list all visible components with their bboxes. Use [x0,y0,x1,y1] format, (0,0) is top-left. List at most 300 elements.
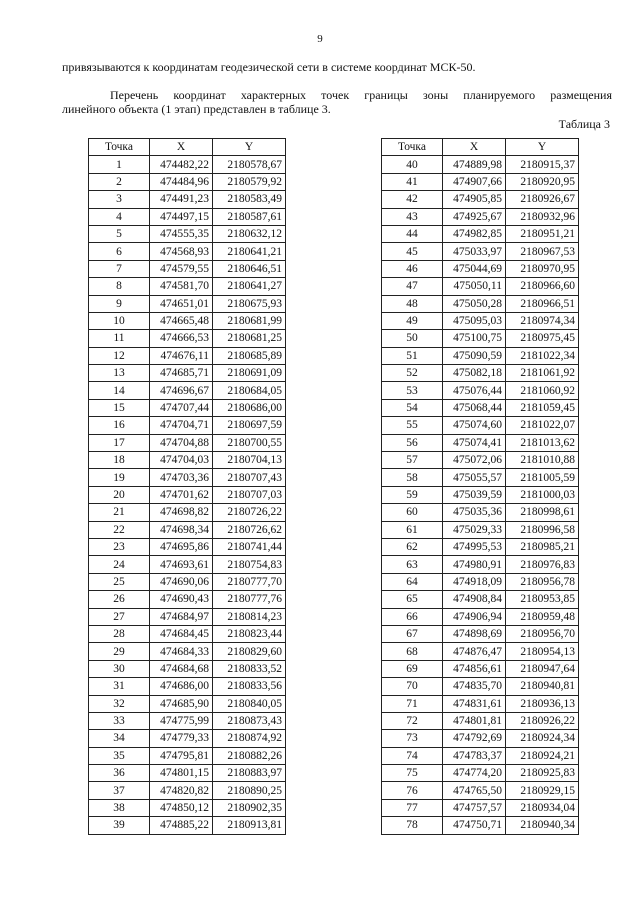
y-coordinate-cell: 2180966,51 [506,295,579,312]
point-number-cell: 17 [89,434,150,451]
point-number-cell: 10 [89,312,150,329]
table-row [89,538,286,555]
x-coordinate-cell: 474695,86 [150,538,213,555]
y-coordinate-cell: 2180777,76 [213,591,286,608]
x-coordinate-cell: 474703,36 [150,469,213,486]
table-row [89,678,286,695]
x-coordinate-cell: 475072,06 [443,452,506,469]
x-coordinate-cell: 475090,59 [443,347,506,364]
table-row [89,625,286,642]
x-coordinate-cell: 474801,15 [150,765,213,782]
x-coordinate-cell: 474651,01 [150,295,213,312]
point-number-cell: 26 [89,591,150,608]
table-row [89,799,286,816]
table-row [89,365,286,382]
table-row [89,191,286,208]
x-coordinate-cell: 475035,36 [443,504,506,521]
point-number-cell: 7 [89,260,150,277]
x-coordinate-cell: 474484,96 [150,173,213,190]
point-number-cell: 14 [89,382,150,399]
point-number-cell: 13 [89,365,150,382]
table-row [382,365,579,382]
point-number-cell: 56 [382,434,443,451]
x-coordinate-cell: 474696,67 [150,382,213,399]
table-row [382,591,579,608]
table-row [382,782,579,799]
x-coordinate-cell: 474685,90 [150,695,213,712]
point-number-cell: 19 [89,469,150,486]
table-row [89,347,286,364]
point-number-cell: 50 [382,330,443,347]
x-coordinate-cell: 475068,44 [443,399,506,416]
table-row [89,695,286,712]
point-number-cell: 49 [382,312,443,329]
point-number-cell: 53 [382,382,443,399]
table-row [89,608,286,625]
y-coordinate-cell: 2180920,95 [506,173,579,190]
y-coordinate-cell: 2180970,95 [506,260,579,277]
table-row [382,538,579,555]
point-number-cell: 41 [382,173,443,190]
table-row [89,469,286,486]
table-body-right [382,156,579,834]
point-number-cell: 36 [89,765,150,782]
x-coordinate-cell: 474704,71 [150,417,213,434]
y-coordinate-cell: 2180874,92 [213,730,286,747]
point-number-cell: 74 [382,747,443,764]
x-coordinate-cell: 474690,43 [150,591,213,608]
x-coordinate-cell: 474497,15 [150,208,213,225]
table-row [382,643,579,660]
point-number-cell: 32 [89,695,150,712]
table-row [382,486,579,503]
x-coordinate-cell: 474693,61 [150,556,213,573]
x-coordinate-cell: 474925,67 [443,208,506,225]
table-row [89,504,286,521]
y-coordinate-cell: 2180685,89 [213,347,286,364]
table-row [89,330,286,347]
table-row [89,521,286,538]
y-coordinate-cell: 2180583,49 [213,191,286,208]
x-coordinate-cell: 474698,82 [150,504,213,521]
table-row [382,208,579,225]
table-row [382,156,579,173]
point-number-cell: 24 [89,556,150,573]
y-coordinate-cell: 2180814,23 [213,608,286,625]
y-coordinate-cell: 2180587,61 [213,208,286,225]
point-number-cell: 16 [89,417,150,434]
y-coordinate-cell: 2180829,60 [213,643,286,660]
x-coordinate-cell: 474765,50 [443,782,506,799]
point-number-cell: 47 [382,278,443,295]
x-coordinate-cell: 474686,00 [150,678,213,695]
table-row [382,347,579,364]
table-row [89,399,286,416]
table-row [382,191,579,208]
y-coordinate-cell: 2180578,67 [213,156,286,173]
table-row [382,243,579,260]
y-coordinate-cell: 2180754,83 [213,556,286,573]
table-row [89,312,286,329]
point-number-cell: 42 [382,191,443,208]
table-row [382,695,579,712]
paragraph-line-2: линейного объекта (1 этап) представлен в таблице 3. [62,102,331,116]
table-row [382,799,579,816]
y-coordinate-cell: 2180956,78 [506,573,579,590]
x-coordinate-cell: 474701,62 [150,486,213,503]
point-number-cell: 46 [382,260,443,277]
y-coordinate-cell: 2180726,62 [213,521,286,538]
y-coordinate-cell: 2181022,07 [506,417,579,434]
y-coordinate-cell: 2180681,25 [213,330,286,347]
table-row [382,817,579,834]
point-number-cell: 48 [382,295,443,312]
y-coordinate-cell: 2180777,70 [213,573,286,590]
y-coordinate-cell: 2180646,51 [213,260,286,277]
y-coordinate-cell: 2180704,13 [213,452,286,469]
point-number-cell: 64 [382,573,443,590]
y-coordinate-cell: 2181061,92 [506,365,579,382]
x-coordinate-cell: 474666,53 [150,330,213,347]
table-row [382,660,579,677]
y-coordinate-cell: 2180686,00 [213,399,286,416]
point-number-cell: 60 [382,504,443,521]
x-coordinate-cell: 474856,61 [443,660,506,677]
table-caption: Таблица 3 [558,117,610,131]
point-number-cell: 23 [89,538,150,555]
x-coordinate-cell: 474906,94 [443,608,506,625]
point-number-cell: 75 [382,765,443,782]
intro-text-line: привязываются к координатам геодезической сети в системе координат МСК-50. [62,60,476,74]
x-coordinate-cell: 474665,48 [150,312,213,329]
x-coordinate-cell: 475050,11 [443,278,506,295]
y-coordinate-cell: 2180700,55 [213,434,286,451]
y-coordinate-cell: 2180913,81 [213,817,286,834]
y-coordinate-cell: 2180833,52 [213,660,286,677]
x-coordinate-cell: 474555,35 [150,225,213,242]
table-row [382,417,579,434]
x-coordinate-cell: 475100,75 [443,330,506,347]
point-number-cell: 66 [382,608,443,625]
y-coordinate-cell: 2180934,04 [506,799,579,816]
header-point: Точка [89,139,150,156]
y-coordinate-cell: 2180882,26 [213,747,286,764]
header-point: Точка [382,139,443,156]
table-row [89,660,286,677]
x-coordinate-cell: 474918,09 [443,573,506,590]
point-number-cell: 54 [382,399,443,416]
y-coordinate-cell: 2180675,93 [213,295,286,312]
x-coordinate-cell: 474684,45 [150,625,213,642]
point-number-cell: 21 [89,504,150,521]
y-coordinate-cell: 2180926,67 [506,191,579,208]
point-number-cell: 40 [382,156,443,173]
x-coordinate-cell: 474757,57 [443,799,506,816]
x-coordinate-cell: 474850,12 [150,799,213,816]
point-number-cell: 67 [382,625,443,642]
table-row [382,625,579,642]
y-coordinate-cell: 2180967,53 [506,243,579,260]
y-coordinate-cell: 2180681,99 [213,312,286,329]
table-row [89,260,286,277]
header-x: X [443,139,506,156]
table-row [89,643,286,660]
y-coordinate-cell: 2181060,92 [506,382,579,399]
point-number-cell: 25 [89,573,150,590]
table-row [89,730,286,747]
x-coordinate-cell: 474792,69 [443,730,506,747]
point-number-cell: 68 [382,643,443,660]
x-coordinate-cell: 474835,70 [443,678,506,695]
y-coordinate-cell: 2181022,34 [506,347,579,364]
y-coordinate-cell: 2180707,03 [213,486,286,503]
point-number-cell: 58 [382,469,443,486]
point-number-cell: 45 [382,243,443,260]
x-coordinate-cell: 474704,88 [150,434,213,451]
point-number-cell: 20 [89,486,150,503]
y-coordinate-cell: 2180924,21 [506,747,579,764]
table-row [382,312,579,329]
x-coordinate-cell: 475074,60 [443,417,506,434]
intro-paragraph [62,88,612,116]
table-row [89,817,286,834]
x-coordinate-cell: 474889,98 [443,156,506,173]
y-coordinate-cell: 2180697,59 [213,417,286,434]
x-coordinate-cell: 474491,23 [150,191,213,208]
y-coordinate-cell: 2181000,03 [506,486,579,503]
y-coordinate-cell: 2180936,13 [506,695,579,712]
point-number-cell: 28 [89,625,150,642]
point-number-cell: 1 [89,156,150,173]
table-row [382,173,579,190]
x-coordinate-cell: 474982,85 [443,225,506,242]
y-coordinate-cell: 2180632,12 [213,225,286,242]
point-number-cell: 22 [89,521,150,538]
y-coordinate-cell: 2180959,48 [506,608,579,625]
x-coordinate-cell: 475082,18 [443,365,506,382]
x-coordinate-cell: 474568,93 [150,243,213,260]
point-number-cell: 30 [89,660,150,677]
y-coordinate-cell: 2180915,37 [506,156,579,173]
y-coordinate-cell: 2180823,44 [213,625,286,642]
x-coordinate-cell: 474995,53 [443,538,506,555]
y-coordinate-cell: 2180840,05 [213,695,286,712]
point-number-cell: 38 [89,799,150,816]
point-number-cell: 8 [89,278,150,295]
table-row [382,295,579,312]
table-row [89,573,286,590]
point-number-cell: 61 [382,521,443,538]
point-number-cell: 63 [382,556,443,573]
x-coordinate-cell: 474684,68 [150,660,213,677]
x-coordinate-cell: 475095,03 [443,312,506,329]
point-number-cell: 15 [89,399,150,416]
header-x: X [150,139,213,156]
y-coordinate-cell: 2180947,64 [506,660,579,677]
point-number-cell: 35 [89,747,150,764]
point-number-cell: 65 [382,591,443,608]
table-row [89,434,286,451]
x-coordinate-cell: 474779,33 [150,730,213,747]
x-coordinate-cell: 474690,06 [150,573,213,590]
x-coordinate-cell: 474775,99 [150,712,213,729]
y-coordinate-cell: 2180883,97 [213,765,286,782]
x-coordinate-cell: 475044,69 [443,260,506,277]
table-row [89,173,286,190]
y-coordinate-cell: 2180932,96 [506,208,579,225]
x-coordinate-cell: 474684,97 [150,608,213,625]
point-number-cell: 57 [382,452,443,469]
x-coordinate-cell: 474581,70 [150,278,213,295]
paragraph-line-1: Перечень координат характерных точек границы зоны планируемого размещения [110,88,612,102]
table-row [382,556,579,573]
x-coordinate-cell: 475029,33 [443,521,506,538]
y-coordinate-cell: 2181059,45 [506,399,579,416]
y-coordinate-cell: 2180998,61 [506,504,579,521]
y-coordinate-cell: 2180924,34 [506,730,579,747]
x-coordinate-cell: 474876,47 [443,643,506,660]
page-number: 9 [317,33,323,45]
header-y: Y [213,139,286,156]
table-row [382,765,579,782]
x-coordinate-cell: 474704,03 [150,452,213,469]
table-row [382,678,579,695]
y-coordinate-cell: 2180974,34 [506,312,579,329]
x-coordinate-cell: 474801,81 [443,712,506,729]
point-number-cell: 39 [89,817,150,834]
point-number-cell: 27 [89,608,150,625]
x-coordinate-cell: 475039,59 [443,486,506,503]
table-row [382,434,579,451]
table-row [89,382,286,399]
table-row [89,765,286,782]
table-row [89,782,286,799]
point-number-cell: 33 [89,712,150,729]
x-coordinate-cell: 474980,91 [443,556,506,573]
y-coordinate-cell: 2180975,45 [506,330,579,347]
x-coordinate-cell: 474831,61 [443,695,506,712]
point-number-cell: 43 [382,208,443,225]
x-coordinate-cell: 474820,82 [150,782,213,799]
table-row [89,278,286,295]
y-coordinate-cell: 2180954,13 [506,643,579,660]
x-coordinate-cell: 474482,22 [150,156,213,173]
table-row [382,225,579,242]
point-number-cell: 51 [382,347,443,364]
point-number-cell: 72 [382,712,443,729]
table-row [382,399,579,416]
y-coordinate-cell: 2180925,83 [506,765,579,782]
x-coordinate-cell: 474908,84 [443,591,506,608]
x-coordinate-cell: 474898,69 [443,625,506,642]
y-coordinate-cell: 2180953,85 [506,591,579,608]
table-row [382,730,579,747]
x-coordinate-cell: 474750,71 [443,817,506,834]
point-number-cell: 18 [89,452,150,469]
point-number-cell: 70 [382,678,443,695]
table-row [89,747,286,764]
point-number-cell: 29 [89,643,150,660]
table-row [382,608,579,625]
table-row [89,591,286,608]
table-row [382,382,579,399]
x-coordinate-cell: 474905,85 [443,191,506,208]
table-header-row [382,139,579,156]
table-header-row [89,139,286,156]
point-number-cell: 4 [89,208,150,225]
y-coordinate-cell: 2180641,27 [213,278,286,295]
table-row [382,452,579,469]
y-coordinate-cell: 2180641,21 [213,243,286,260]
point-number-cell: 78 [382,817,443,834]
y-coordinate-cell: 2180691,09 [213,365,286,382]
y-coordinate-cell: 2180956,70 [506,625,579,642]
x-coordinate-cell: 474783,37 [443,747,506,764]
x-coordinate-cell: 474774,20 [443,765,506,782]
y-coordinate-cell: 2180707,43 [213,469,286,486]
point-number-cell: 52 [382,365,443,382]
x-coordinate-cell: 474707,44 [150,399,213,416]
coordinates-table-left [88,138,286,835]
table-row [382,278,579,295]
y-coordinate-cell: 2180985,21 [506,538,579,555]
table-row [89,243,286,260]
y-coordinate-cell: 2180940,34 [506,817,579,834]
table-row [89,486,286,503]
x-coordinate-cell: 474685,71 [150,365,213,382]
table-row [89,225,286,242]
table-row [382,573,579,590]
y-coordinate-cell: 2181010,88 [506,452,579,469]
point-number-cell: 9 [89,295,150,312]
y-coordinate-cell: 2180966,60 [506,278,579,295]
table-row [89,556,286,573]
y-coordinate-cell: 2180976,83 [506,556,579,573]
y-coordinate-cell: 2180951,21 [506,225,579,242]
point-number-cell: 31 [89,678,150,695]
point-number-cell: 12 [89,347,150,364]
y-coordinate-cell: 2180684,05 [213,382,286,399]
y-coordinate-cell: 2180890,25 [213,782,286,799]
table-row [382,330,579,347]
x-coordinate-cell: 474907,66 [443,173,506,190]
y-coordinate-cell: 2180996,58 [506,521,579,538]
point-number-cell: 3 [89,191,150,208]
point-number-cell: 2 [89,173,150,190]
x-coordinate-cell: 474579,55 [150,260,213,277]
table-row [89,208,286,225]
point-number-cell: 37 [89,782,150,799]
x-coordinate-cell: 474885,22 [150,817,213,834]
point-number-cell: 6 [89,243,150,260]
y-coordinate-cell: 2181013,62 [506,434,579,451]
point-number-cell: 76 [382,782,443,799]
table-row [382,469,579,486]
y-coordinate-cell: 2180579,92 [213,173,286,190]
x-coordinate-cell: 475074,41 [443,434,506,451]
y-coordinate-cell: 2180902,35 [213,799,286,816]
header-y: Y [506,139,579,156]
x-coordinate-cell: 475033,97 [443,243,506,260]
y-coordinate-cell: 2180929,15 [506,782,579,799]
x-coordinate-cell: 474795,81 [150,747,213,764]
table-row [382,260,579,277]
point-number-cell: 69 [382,660,443,677]
point-number-cell: 11 [89,330,150,347]
table-row [89,712,286,729]
x-coordinate-cell: 474684,33 [150,643,213,660]
y-coordinate-cell: 2180873,43 [213,712,286,729]
